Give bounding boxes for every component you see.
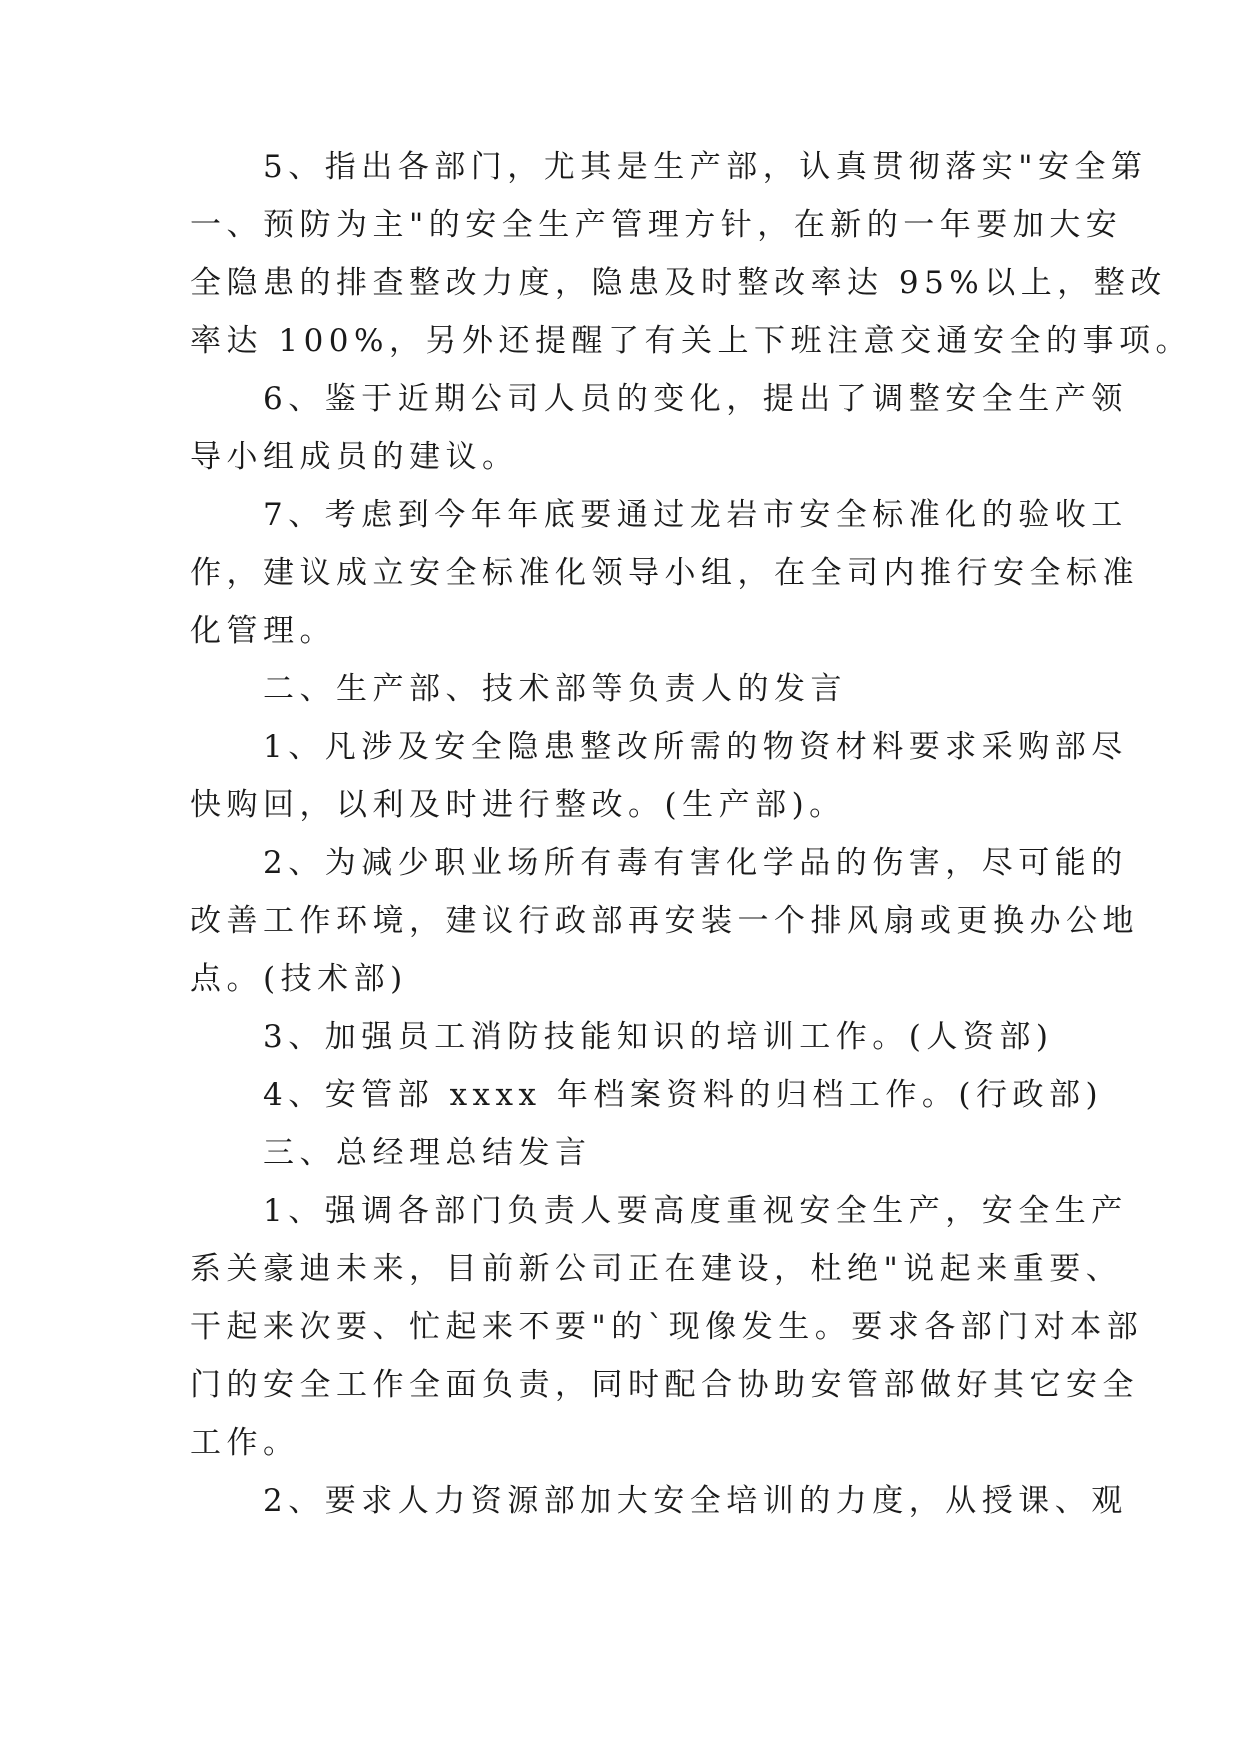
text-line: 5、指出各部门，尤其是生产部，认真贯彻落实"安全第: [190, 149, 1148, 185]
section-heading: 二、生产部、技术部等负责人的发言: [190, 671, 847, 707]
text-line: 门的安全工作全面负责，同时配合协助安管部做好其它安全: [190, 1367, 1139, 1403]
text-line: 一、预防为主"的安全生产管理方针，在新的一年要加大安: [190, 207, 1123, 243]
text-line: 1、强调各部门负责人要高度重视安全生产，安全生产: [190, 1193, 1128, 1229]
text-line: 2、为减少职业场所有毒有害化学品的伤害，尽可能的: [190, 845, 1128, 881]
text-line: 全隐患的排查整改力度，隐患及时整改率达 95%以上，整改: [190, 265, 1167, 301]
text-line: 率达 100%，另外还提醒了有关上下班注意交通安全的事项。: [190, 323, 1192, 359]
text-line: 4、安管部 xxxx 年档案资料的归档工作。(行政部): [190, 1077, 1104, 1113]
text-line: 2、要求人力资源部加大安全培训的力度，从授课、观: [190, 1483, 1128, 1519]
document-page: [190, 138, 1192, 1530]
text-line: 作，建议成立安全标准化领导小组，在全司内推行安全标准: [190, 555, 1139, 591]
text-line: 化管理。: [190, 613, 336, 649]
section-heading: 三、总经理总结发言: [190, 1135, 592, 1171]
text-line: 点。(技术部): [190, 961, 408, 997]
text-line: 1、凡涉及安全隐患整改所需的物资材料要求采购部尽: [190, 729, 1128, 765]
text-line: 干起来次要、忙起来不要"的`现像发生。要求各部门对本部: [190, 1309, 1144, 1345]
text-line: 导小组成员的建议。: [190, 439, 519, 475]
text-line: 改善工作环境，建议行政部再安装一个排风扇或更换办公地: [190, 903, 1139, 939]
text-line: 系关豪迪未来，目前新公司正在建设，杜绝"说起来重要、: [190, 1251, 1123, 1287]
text-line: 3、加强员工消防技能知识的培训工作。(人资部): [190, 1019, 1054, 1055]
text-line: 快购回，以利及时进行整改。(生产部)。: [190, 787, 846, 823]
text-line: 6、鉴于近期公司人员的变化，提出了调整安全生产领: [190, 381, 1128, 417]
text-line: 7、考虑到今年年底要通过龙岩市安全标准化的验收工: [190, 497, 1128, 533]
text-line: 工作。: [190, 1425, 300, 1461]
